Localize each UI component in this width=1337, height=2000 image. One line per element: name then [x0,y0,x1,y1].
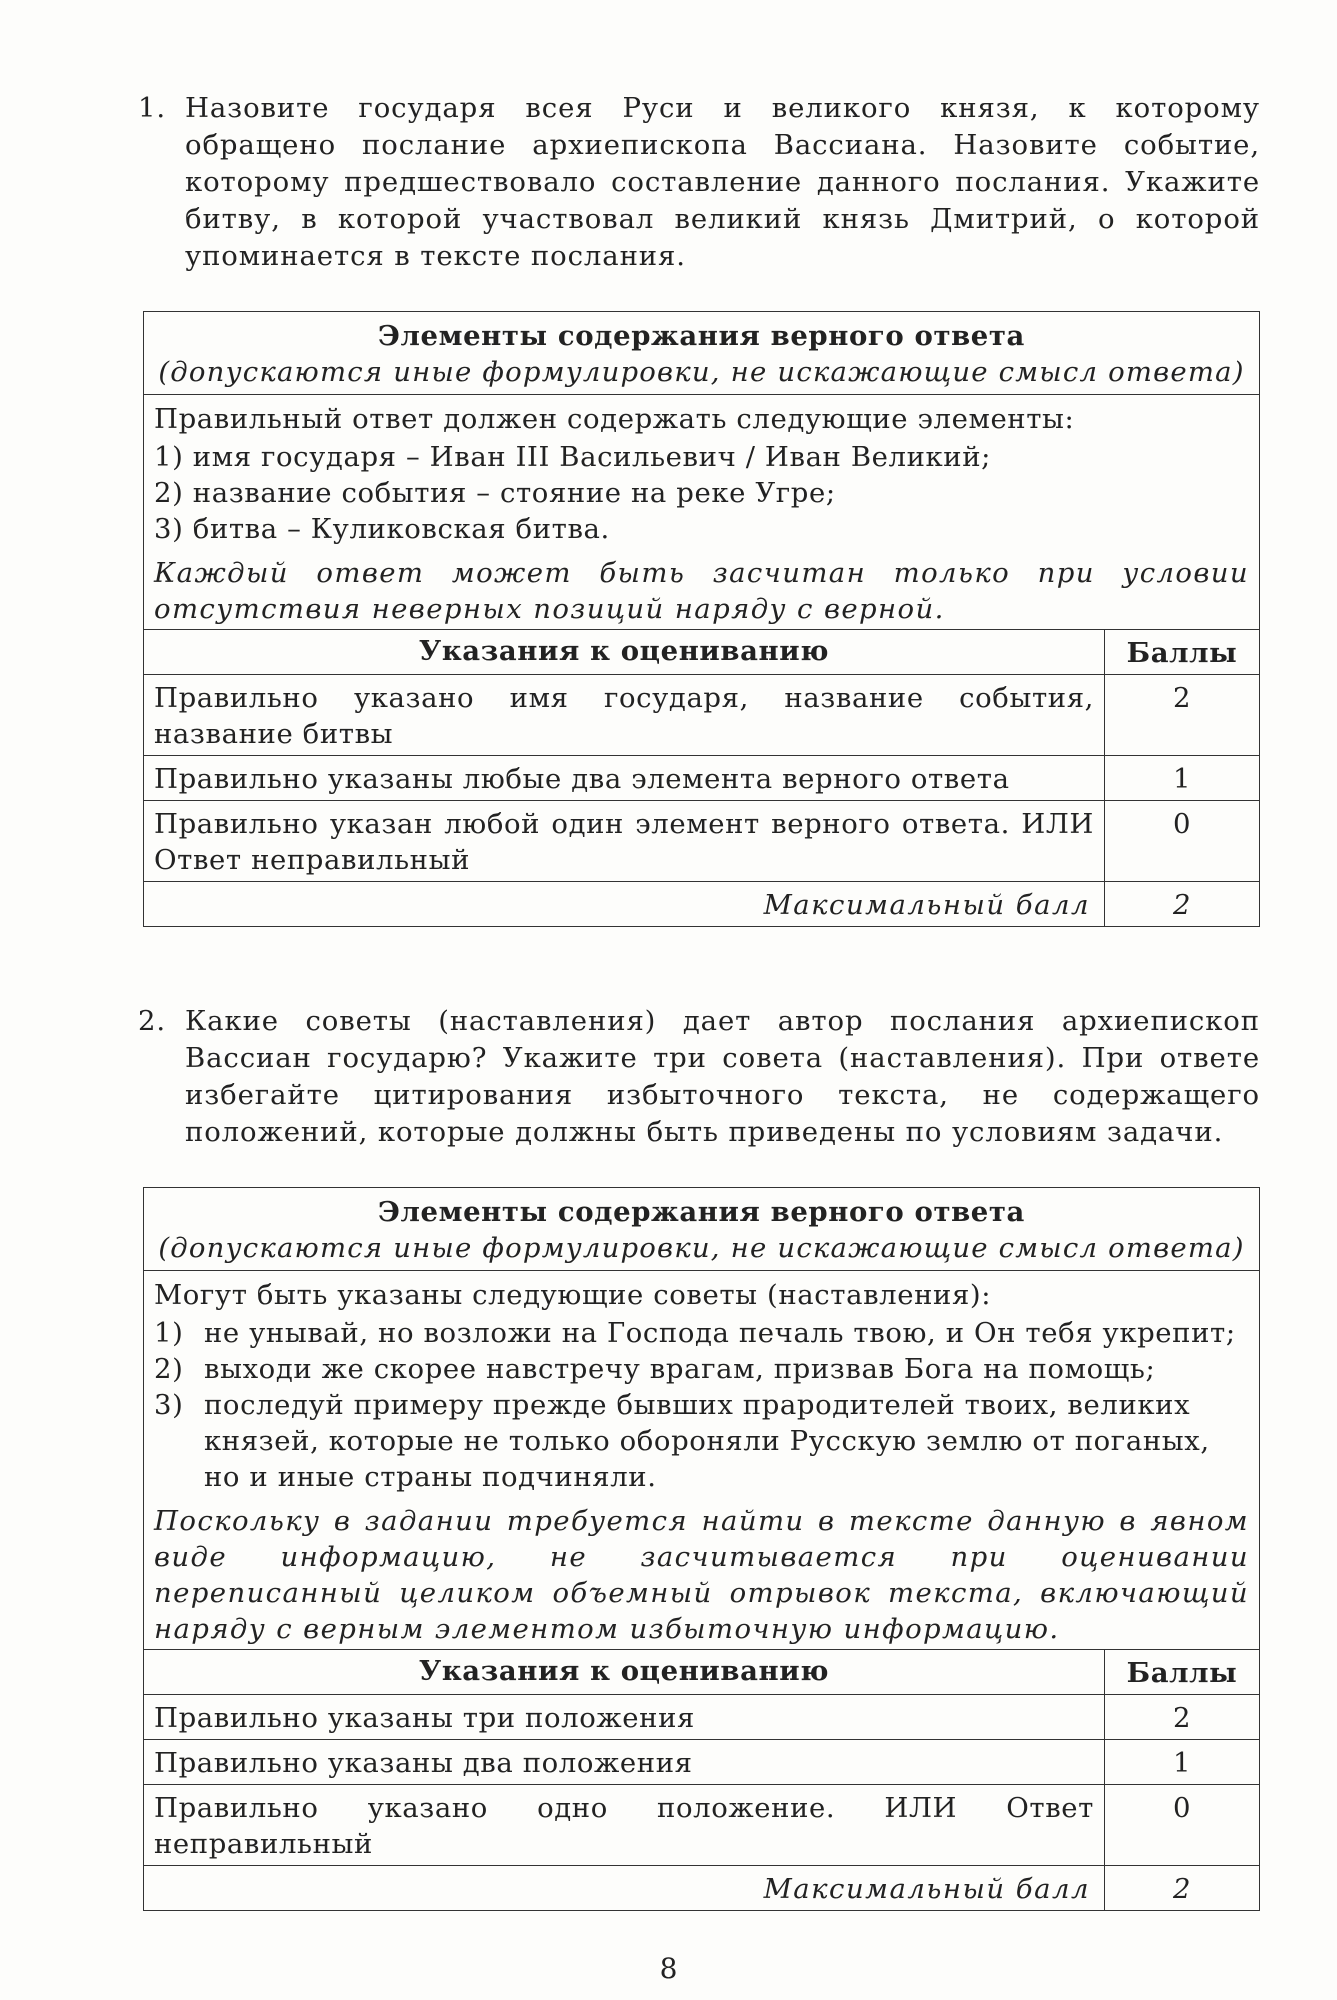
list-item [154,439,1249,475]
page-number: 8 [659,1952,678,1985]
answer-elements-header [144,1188,1260,1271]
grading-header: Указания к оцениванию [144,630,1105,675]
answer-elements-header [144,312,1260,395]
points: 2 [1105,675,1260,756]
list-item [154,1387,1249,1495]
points: 0 [1105,1785,1260,1866]
list-item [154,511,1249,547]
max-score-value: 2 [1105,1866,1260,1911]
points: 1 [1105,756,1260,801]
answer-intro: Могут быть указаны следующие советы (наставления): [154,1279,992,1311]
question-number: 1. [138,92,167,124]
answer-elements-body [144,395,1260,630]
max-score-label: Максимальный балл [144,1866,1105,1911]
question-text: Какие советы (наставления) дает автор послания архиепископ Вассиан государю? Укажите три совета (наставления). При ответе избегайте цитирования избыточного текста, не содержащего положений, которые должны быть приведены по условиям задачи. [185,1005,1260,1148]
header-note: (допускаются иные формулировки, не искажающие смысл ответа) [158,1232,1245,1264]
criterion: Правильно указаны любые два элемента верного ответа [144,756,1105,801]
criterion: Правильно указан любой один элемент верного ответа. ИЛИ Ответ неправильный [144,801,1105,882]
grading-header: Указания к оцениванию [144,1650,1105,1695]
answer-table-2 [143,1187,1260,1911]
question-1 [140,90,1260,275]
list-item-number: 3) [154,513,184,545]
header-title: Элементы содержания верного ответа [378,1196,1025,1228]
list-item [154,475,1249,511]
table-row [144,1740,1260,1785]
list-item-number: 1) [154,1317,184,1349]
advice-list [154,1315,1249,1495]
points: 1 [1105,1740,1260,1785]
answer-element-list [154,439,1249,547]
header-note: (допускаются иные формулировки, не искажающие смысл ответа) [158,356,1245,388]
list-item-text: последуй примеру прежде бывших прародителей твоих, великих князей, которые не только обороняли Русскую землю от поганых, но и иные страны подчиняли. [204,1389,1210,1493]
criterion: Правильно указано одно положение. ИЛИ Ответ неправильный [144,1785,1105,1866]
list-item-number: 3) [154,1389,184,1421]
list-item [154,1351,1249,1387]
list-item-text: битва – Куликовская битва. [192,513,610,545]
max-score-label: Максимальный балл [144,882,1105,927]
list-item [154,1315,1249,1351]
table-row [144,756,1260,801]
question-text: Назовите государя всея Руси и великого князя, к которому обращено послание архиепископа Вассиана. Назовите событие, которому предшествовало составление данного послания. Укажите битву, в которой участвовал великий князь Дмитрий, о которой упоминается в тексте послания. [185,92,1260,272]
list-item-number: 2) [154,477,184,509]
list-item-text: выходи же скорее навстречу врагам, призвав Бога на помощь; [204,1353,1156,1385]
list-item-number: 2) [154,1353,184,1385]
table-row [144,675,1260,756]
answer-intro: Правильный ответ должен содержать следующие элементы: [154,403,1075,435]
question-2 [140,1003,1260,1151]
answer-note: Каждый ответ может быть засчитан только при условии отсутствия неверных позиций наряду с верной. [154,557,1249,625]
list-item-text: название события – стояние на реке Угре; [192,477,836,509]
table-row [144,1695,1260,1740]
list-item-number: 1) [154,441,184,473]
points-header: Баллы [1105,1650,1260,1695]
criterion: Правильно указано имя государя, название события, название битвы [144,675,1105,756]
list-item-text: не унывай, но возложи на Господа печаль твою, и Он тебя укрепит; [204,1317,1236,1349]
answer-note: Поскольку в задании требуется найти в тексте данную в явном виде информацию, не засчитывается при оценивании переписанный целиком объемный отрывок текста, включающий наряду с верным элементом избыточную информацию. [154,1505,1249,1645]
answer-elements-body [144,1271,1260,1650]
header-title: Элементы содержания верного ответа [378,320,1025,352]
points-header: Баллы [1105,630,1260,675]
criterion: Правильно указаны два положения [144,1740,1105,1785]
table-row [144,1785,1260,1866]
max-score-value: 2 [1105,882,1260,927]
question-number: 2. [138,1005,167,1037]
criterion: Правильно указаны три положения [144,1695,1105,1740]
answer-table-1 [143,311,1260,927]
list-item-text: имя государя – Иван III Васильевич / Иван Великий; [192,441,992,473]
table-row [144,801,1260,882]
points: 0 [1105,801,1260,882]
points: 2 [1105,1695,1260,1740]
